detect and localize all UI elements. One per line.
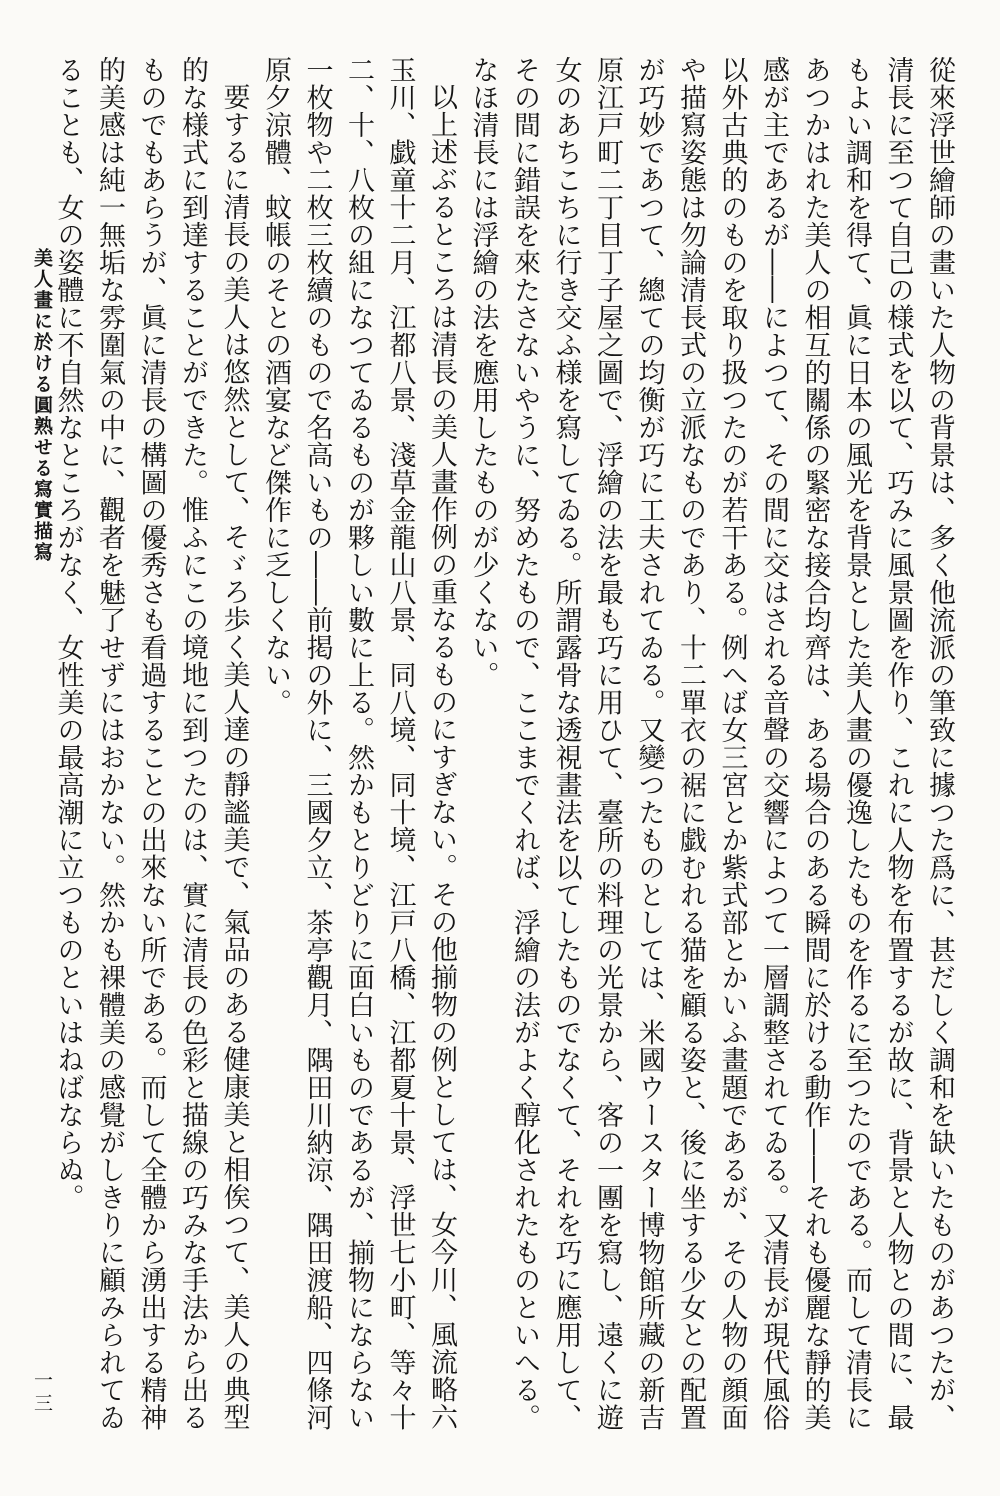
paragraph-1: 從來浮世繪師の畫いた人物の背景は、多く他流派の筆致に據つた爲に、甚だしく調和を缺いたものがあつたが、清長に至つて自己の様式を以て、巧みに風景圖を作り、これに人物を布置するが故に、背景と人物との間に、最もよい調和を得て、眞に日本の風光を背景とした美人畫の優逸したものを作るに至つたのである。而して清長にあつかはれた美人の相互的關係の緊密な接合均齊は、ある場合のある瞬間に於ける動作――それも優麗な靜的美感が主であるが――によつて、その間に交はされる音聲の交響によつて一層調整されてゐる。又清長が現代風俗以外古典的のものを取り扱つたのが若干ある。例へば女三宮とか紫式部とかいふ畫題であるが、その人物の顔面や描寫姿態は勿論清長式の立派なものであり、十二單衣の裾に戯むれる猫を顧る姿と、後に坐する少女との配置が巧妙であつて、總ての均衡が巧に工夫されてゐる。又變つたものとしては、米國ウースター博物館所藏の新吉原江戸町二丁目丁子屋之圖で、浮繪の法を最も巧に用ひて、臺所の料理の光景から、客の一團を寫し、遠くに遊女のあちこちに行き交ふ様を寫してゐる。所謂露骨な透視畫法を以てしたものでなくて、それを巧に應用して、その間に錯誤を來たさないやうに、努めたもので、ここまでくれば、浮繪の法がよく醇化されたものといへる。なほ清長には浮繪の法を應用したものが少くない。 [467,56,955,1431]
body-text [52,56,960,1456]
paragraph-3: 要するに清長の美人は悠然として、そゞろ歩く美人達の靜謐美で、氣品のある健康美と相俟つて、美人の典型的な様式に到達することができた。惟ふにこの境地に到つたのは、實に清長の色彩と描線の巧みな手法から出るものでもあらうが、眞に清長の構圖の優秀さも看過することの出來ない所である。而して全體から湧出する精神的美感は純一無垢な雰圍氣の中に、觀者を魅了せずにはおかない。然かも裸體美の感覺がしきりに顧みられてゐることも、女の姿體に不自然なところがなく、女性美の最高潮に立つものといはねばならぬ。 [52,56,250,1431]
page-number: 一三 [31,1370,53,1416]
paragraph-2: 以上述ぶるところは清長の美人畫作例の重なるものにすぎない。その他揃物の例としては、女今川、風流略六玉川、戯童十二月、江都八景、淺草金龍山八景、同八境、同十境、江戸八橋、江都夏十景、浮世七小町、等々十二、十、八枚の組になつてゐるものが夥しい數に上る。然かもとりどりに面白いものであるが、揃物にならない一枚物や二枚三枚續のもので名高いもの――前掲の外に、三國夕立、茶亭觀月、隅田川納涼、隅田渡船、四條河原夕涼體、蚊帳のそとの酒宴など傑作に乏しくない。 [260,56,457,1431]
running-head: 美人畫に於ける圓熟せる寫實描寫 [31,248,53,563]
